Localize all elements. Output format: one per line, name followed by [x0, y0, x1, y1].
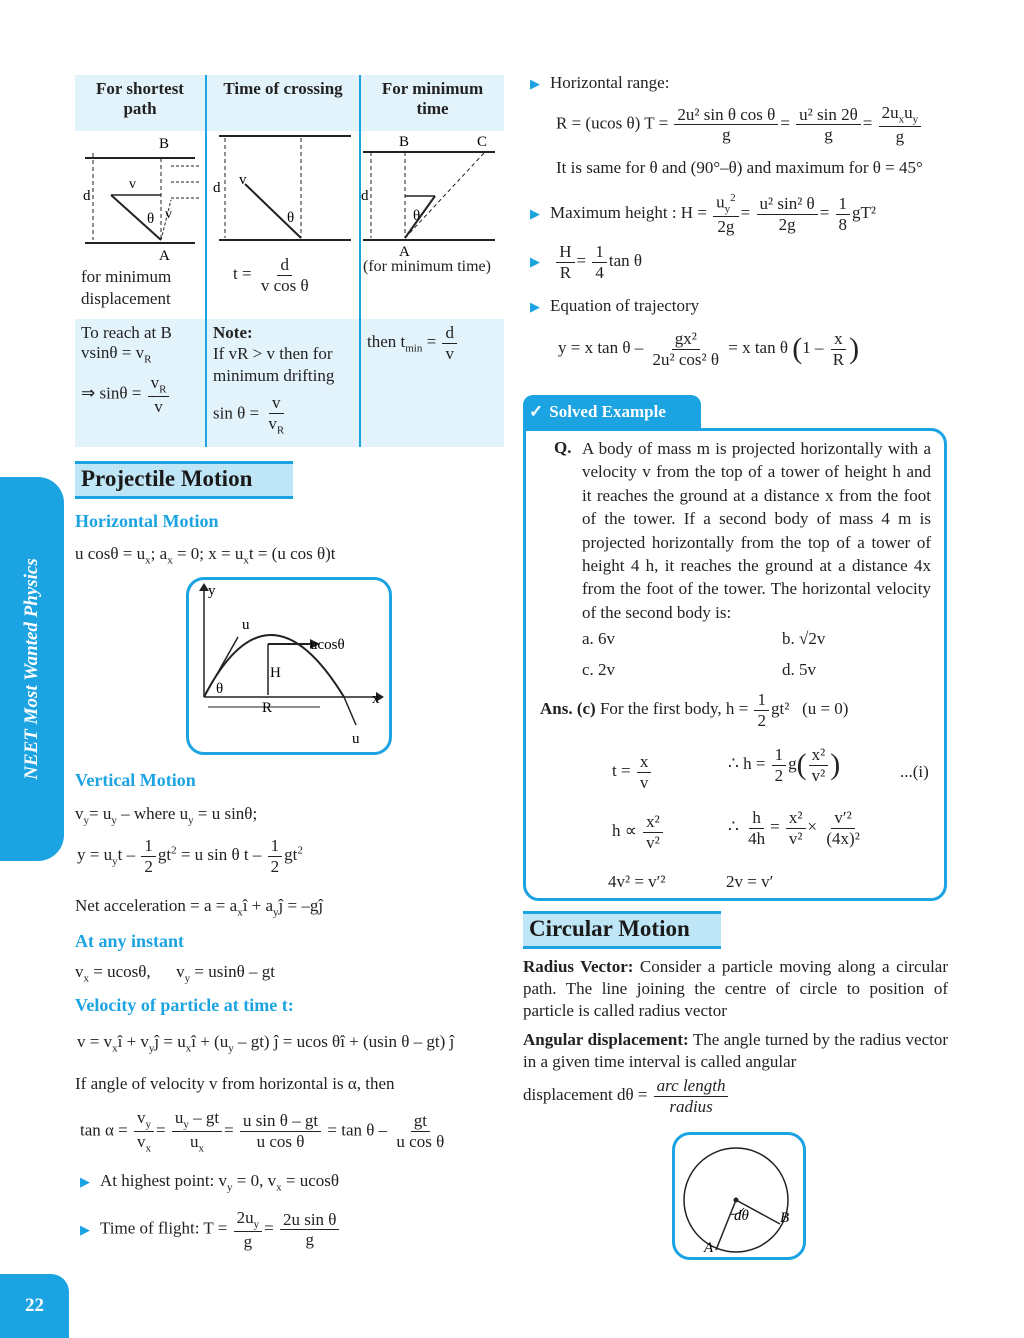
label-theta3: θ: [413, 208, 421, 224]
projectile-heading: Projectile Motion: [75, 461, 293, 499]
tan-eq: tan α = $\frac{v_y}{v_x}$ = $\frac{u_y - gt}{u_x}$ = $\frac{\text{u sin θ – gt}}{\text{u cos θ}}$ = tan θ – $\frac{gt}{\text{u cos θ}}$: [80, 1108, 445, 1155]
h-eq: ∴ h = $\frac{1}{2}$ g( $\frac{\text{x²}}{\text{v²}}$ ): [728, 745, 841, 785]
label-C3: C: [477, 134, 488, 150]
y-eq: $y = u_yt$ – $\frac{1}{2}$ $gt^2 = u$ sin θ t – $\frac{1}{2}$ $gt^2$: [77, 836, 303, 876]
trajectory-eq: y = x tan θ – $\frac{\text{gx²}}{\text{2u² cos² θ}}$ = x tan θ (1 – $\frac{x}{R}$ ): [558, 329, 860, 369]
col1-line2: $vsin\theta = v_R$: [81, 343, 152, 366]
velocity-title: Velocity of particle at time t:: [75, 995, 294, 1015]
option-a: a. 6v: [582, 629, 616, 648]
horizontal-eq: u $\cos\theta = u_x$; $a_x = 0$; $x = u_xt = (u$ cos θ)t: [75, 544, 336, 567]
col1-header: For shortest path: [75, 75, 206, 131]
vertical-motion-title: Vertical Motion: [75, 770, 196, 790]
velocity-eq: $v = v_xî$ + $v_yĵ$ = $u_xî + (u_y - gt)$ ĵ = ucos θî + (usin θ – gt) ĵ: [77, 1032, 455, 1055]
option-c: c. 2v: [582, 660, 616, 679]
point-A-label: A: [704, 1240, 714, 1256]
col1-text-cell: [75, 319, 206, 447]
answer-line: Ans. (c) For the first body, h = $\frac{1}{2}$ gt² (u = 0): [540, 690, 849, 730]
label-d2: d: [213, 180, 221, 196]
label-A1: A: [159, 248, 170, 264]
theta-label: θ: [216, 681, 224, 697]
col2-text-cell: [206, 319, 360, 447]
u-label: u: [242, 617, 250, 633]
col3-tmin: then $t_{min}$ = $\frac{d}{v}$: [367, 323, 498, 363]
label-v2: v: [239, 172, 247, 188]
vy-eq: $v_y= u_y$ – where $u_y = u$ sinθ;: [75, 804, 258, 827]
circular-heading: Circular Motion: [523, 911, 721, 949]
col2-time: t = $\frac{d}{\text{v cos θ}}$: [233, 255, 309, 295]
label-A3: A: [399, 244, 410, 260]
label-d1: d: [83, 188, 91, 204]
horizontal-motion-title: Horizontal Motion: [75, 511, 219, 531]
H-label: H: [270, 665, 281, 681]
circle-diagram: [672, 1132, 806, 1260]
proportional-eq: h ∝ $\frac{\text{x²}}{\text{v²}}$: [612, 812, 665, 852]
max-height: ▶ Maximum height : H = $\frac{u_y^2}{2g}$ = $\frac{\text{u² sin² θ}}{2g}$ = $\frac{1}{8}$ gT²: [530, 192, 877, 236]
axis-x-label: x: [372, 691, 380, 707]
range-note: It is same for θ and (90°–θ) and maximum for θ = 45°: [556, 158, 923, 177]
time-of-flight: ▶ Time of flight: T = $\frac{2u_y}{g}$ = $\frac{\text{2u sin θ}}{g}$: [80, 1208, 341, 1252]
axis-y-label: y: [208, 583, 216, 599]
label-theta1: θ: [147, 211, 155, 227]
note-text: If vR > v then for minimum drifting: [213, 344, 335, 385]
angular-displacement-para: Angular displacement: The angle turned by the radius vector in a given time interval is called angular: [523, 1030, 948, 1071]
u2-label: u: [352, 731, 360, 747]
h-by-r: ▶ $\frac{H}{R}$ = $\frac{1}{4}$ tan θ: [530, 242, 643, 282]
label-d3: d: [361, 188, 369, 204]
col3-header: For minimum time: [360, 75, 504, 131]
solved-example-tab: ✓ Solved Example: [523, 395, 701, 429]
label-vm1: v: [165, 207, 172, 222]
page-number: 22: [0, 1274, 69, 1338]
label-B3: B: [399, 134, 410, 150]
note-title: Note:: [213, 323, 253, 342]
projectile-diagram: [186, 577, 392, 755]
R-label: R: [262, 700, 273, 716]
label-vR1: v: [129, 177, 136, 192]
radius-vector-para: Radius Vector: Consider a particle moving along a circular path. The line joining the centre of circle to position of particle is called radius vector: [523, 957, 949, 1020]
question-text: A body of mass m is projected horizontally with a velocity v from the top of a tower of height h and it reaches the ground at a distance x from the foot of the tower. If a second body of mass 4 m is projected horizontally from the top of a tower of height 4 h, it reaches the ground at a distance 4x from the foot of the tower. The horizontal velocity of the second body is:: [582, 439, 931, 622]
label-B1: B: [159, 136, 170, 152]
col1-caption: for minimum displacement: [81, 267, 172, 308]
ucos-label: ucosθ: [310, 637, 345, 653]
trajectory-title: ▶ Equation of trajectory: [530, 296, 700, 315]
dtheta-label: dθ: [734, 1208, 749, 1224]
col1-line3: ⇒ sinθ = $\frac{v_R}{v}$: [81, 373, 199, 417]
col2-sin: sin θ = $\frac{v}{v_R}$: [213, 393, 285, 436]
any-instant-title: At any instant: [75, 931, 185, 951]
option-d: d. 5v: [782, 660, 816, 679]
ratio-eq: ∴ $\frac{h}{4h}$ = $\frac{\text{x²}}{\text{v²}}$ × $\frac{\text{v′²}}{\text{(4x)²}}$: [728, 808, 860, 848]
label-theta2: θ: [287, 210, 295, 226]
result-1: 4v² = v′²: [608, 872, 666, 891]
option-b: b. √2v: [782, 629, 826, 648]
net-acceleration: Net acceleration = $a = a_xî$ + $a_yĵ$ = –gĵ: [75, 896, 324, 919]
t-eq: t = $\frac{x}{v}$: [612, 752, 653, 792]
point-B-label: B: [780, 1210, 790, 1226]
eq-tag: ...(i): [900, 762, 929, 781]
range-eq: R = (ucos θ) T = $\frac{\text{2u² sin θ cos θ}}{g}$ = $\frac{\text{u² sin 2θ}}{g}$ = $\frac{2u_xu_y}{g}$: [556, 103, 923, 147]
angle-text: If angle of velocity v from horizontal is α, then: [75, 1074, 395, 1093]
question-label: Q.: [554, 438, 572, 457]
col3-text-cell: [360, 319, 504, 447]
vx-vy-eq: $v_x = ucos\theta$, $v_y = usin\theta$ – gt: [75, 962, 275, 985]
col2-header: Time of crossing: [206, 75, 360, 131]
highest-point: ▶ At highest point: $v_y = 0$, $v_x = ucos\theta$: [80, 1171, 340, 1194]
sidebar-title: NEET Most Wanted Physics: [21, 558, 42, 780]
col3-caption: (for minimum time): [363, 258, 491, 275]
col1-line1: To reach at B: [81, 323, 172, 342]
result-2: 2v = v′: [726, 872, 774, 891]
displacement-eq: displacement dθ = $\frac{\text{arc length}}{\text{radius}}$: [523, 1076, 730, 1116]
range-title: ▶ Horizontal range:: [530, 73, 670, 92]
